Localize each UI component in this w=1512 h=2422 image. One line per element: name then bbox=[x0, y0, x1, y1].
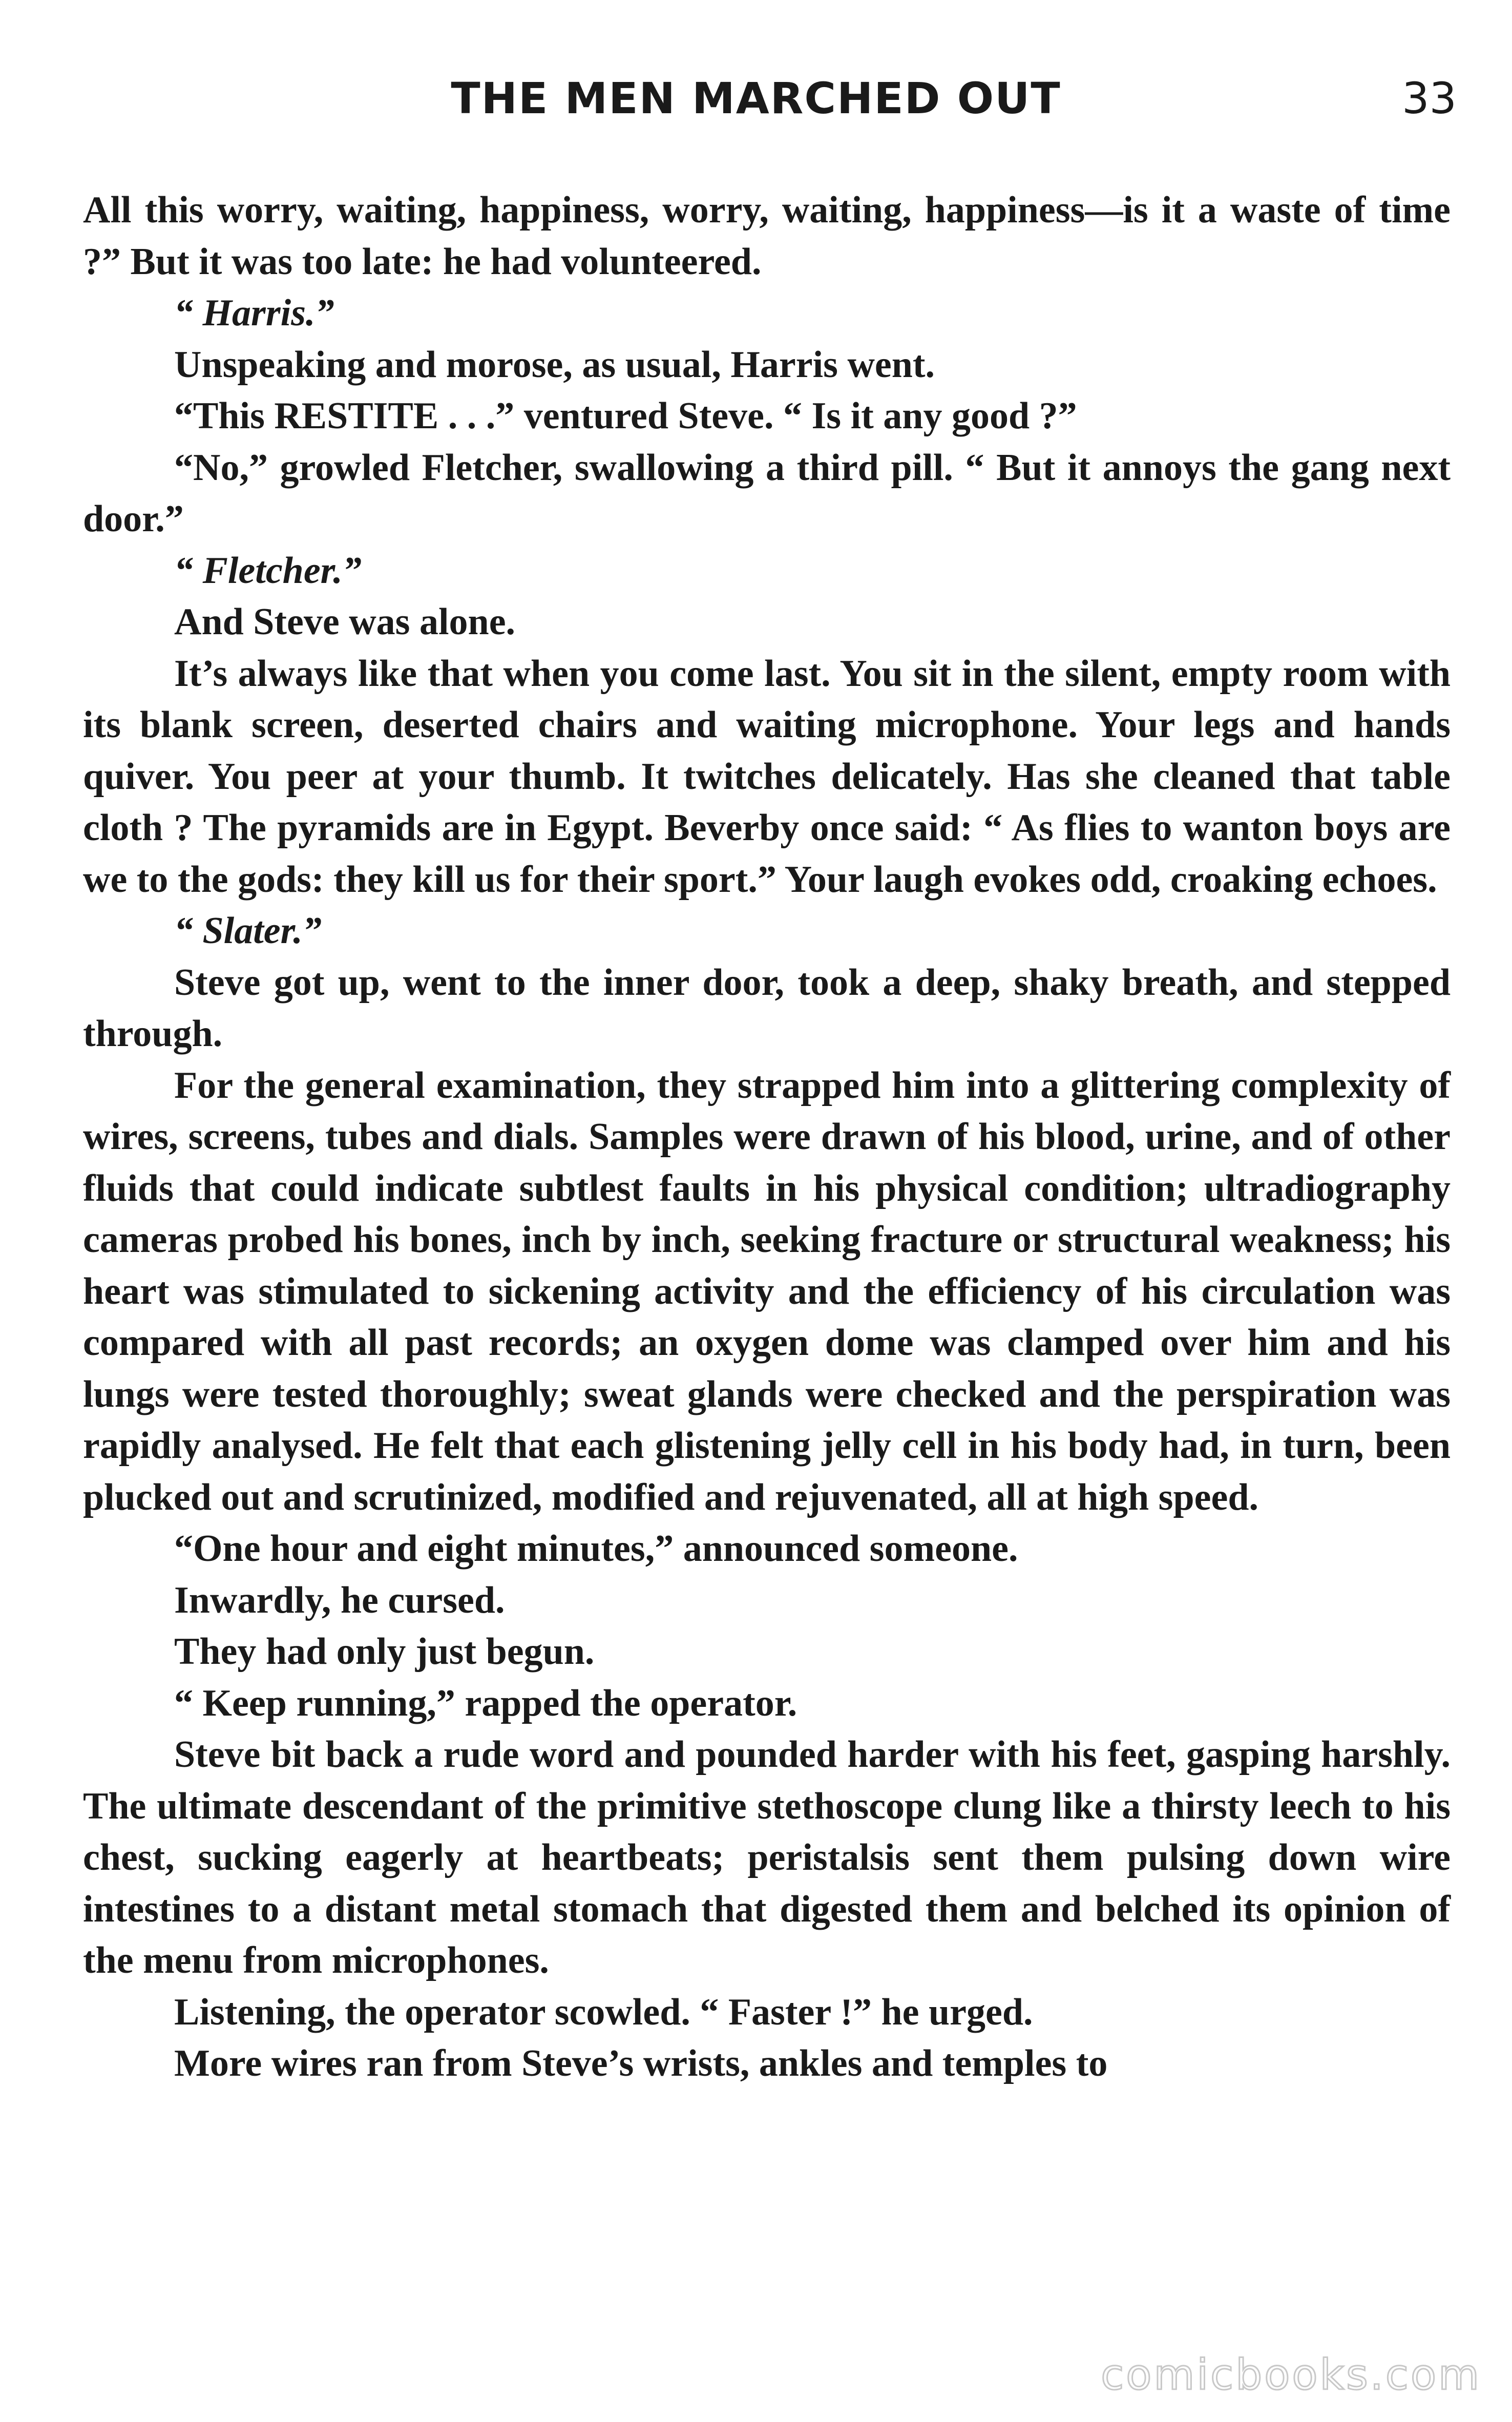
paragraph-italic-text: “ Fletcher.” bbox=[174, 549, 362, 592]
paragraph: “ Keep running,” rapped the operator. bbox=[174, 1682, 797, 1724]
paragraph-italic-text: “ Harris.” bbox=[174, 292, 334, 334]
running-header-title: THE MEN MARCHED OUT bbox=[451, 73, 1061, 123]
paragraph: Unspeaking and morose, as usual, Harris went. bbox=[174, 343, 935, 386]
paragraph: “One hour and eight minutes,” announced someone. bbox=[174, 1528, 1018, 1570]
paragraph: Listening, the operator scowled. “ Faster !” he urged. bbox=[174, 1991, 1033, 2033]
paragraph: Steve bit back a rude word and pounded harder with his feet, gasping harshly. The ultimate descendant of the primitive stethoscope clung like a thirsty leech to his chest, sucking eagerly at heartbeats; peristalsis sent them pulsing down wire intestines to a distant metal stomach that digested them and belched its opinion of the menu from microphones. bbox=[83, 1734, 1451, 1981]
page-number: 33 bbox=[1402, 73, 1457, 123]
paragraph-italic-text: “ Slater.” bbox=[174, 910, 322, 952]
paragraph: For the general examination, they strapped him into a glittering complexity of wires, screens, tubes and dials. Samples were drawn of his blood, urine, and of other fluids that could indicate subtlest faults in his physical condition; ultradiography cameras probed his bones, inch by inch, seeking fracture or structural weakness; his heart was stimulated to sickening activity and the efficiency of his circulation was compared with all past records; an oxygen dome was clamped over him and his lungs were tested thoroughly; sweat glands were checked and the perspiration was rapidly analysed. He felt that each glistening jelly cell in his body had, in turn, been plucked out and scrutinized, modified and rejuvenated, all at high speed. bbox=[83, 1064, 1451, 1518]
paragraph: And Steve was alone. bbox=[174, 601, 516, 643]
paragraph: It’s always like that when you come last. You sit in the silent, empty room with its blank screen, deserted chairs and waiting microphone. Your legs and hands quiver. You peer at your thumb. It twitches delicately. Has she cleaned that table cloth ? The pyramids are in Egypt. Beverby once said: “ As flies to wanton boys are we to the gods: they kill us for their sport.” Your laugh evokes odd, croaking echoes. bbox=[83, 652, 1451, 901]
paragraph: “No,” growled Fletcher, swallowing a third pill. “ But it annoys the gang next door.” bbox=[83, 446, 1451, 540]
paragraph bbox=[83, 905, 1451, 957]
paragraph bbox=[83, 287, 1451, 339]
paragraph: Steve got up, went to the inner door, took a deep, shaky breath, and stepped through. bbox=[83, 961, 1451, 1055]
paragraph: More wires ran from Steve’s wrists, ankles and temples to bbox=[174, 2042, 1108, 2084]
watermark: comicbooks.com bbox=[1101, 2351, 1481, 2399]
paragraph: Inwardly, he cursed. bbox=[174, 1579, 505, 1621]
body-text bbox=[83, 184, 1451, 2090]
paragraph: They had only just begun. bbox=[174, 1631, 595, 1673]
paragraph: “This RESTITE . . .” ventured Steve. “ Is it any good ?” bbox=[174, 395, 1077, 437]
paragraph bbox=[83, 545, 1451, 597]
paragraph: All this worry, waiting, happiness, worry, waiting, happiness—is it a waste of time ?” But it was too late: he had volunteered. bbox=[83, 189, 1451, 283]
